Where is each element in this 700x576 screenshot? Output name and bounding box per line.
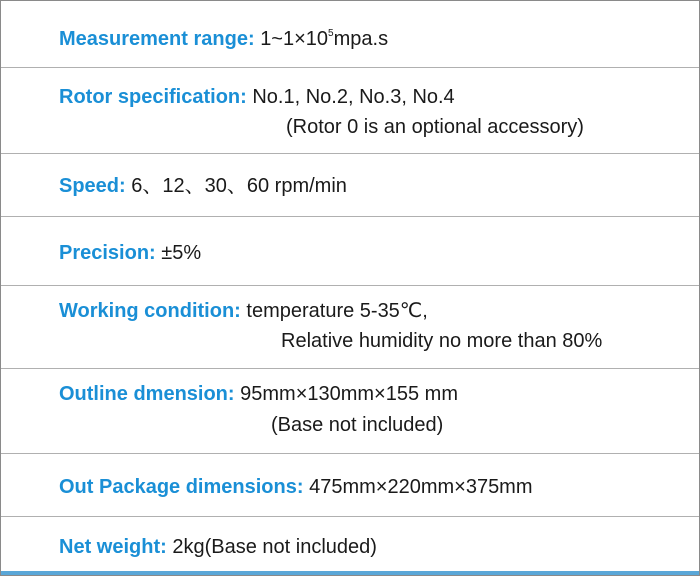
spec-value: 475mm×220mm×375mm (309, 476, 533, 498)
spec-row-measurement-range (1, 1, 699, 68)
spec-row-speed (1, 154, 699, 217)
spec-value: 6、12、30、60 rpm/min (131, 175, 347, 197)
spec-label: Speed: (59, 175, 126, 197)
spec-label: Rotor specification: (59, 86, 247, 108)
spec-row-rotor-specification (1, 68, 699, 154)
spec-value: ±5% (161, 242, 202, 264)
spec-label: Out Package dimensions: (59, 476, 304, 498)
spec-line (59, 475, 533, 499)
exponent: 5 (328, 28, 334, 39)
spec-value: $1\sim 1\times 10^5mpa.s$ (260, 28, 389, 50)
footer-accent-bar (1, 571, 699, 575)
spec-row-net-weight (1, 517, 699, 571)
spec-line (59, 382, 458, 406)
spec-row-precision (1, 217, 699, 286)
spec-value-continued: (Base not included) (271, 414, 444, 436)
spec-label: Outline dmension: (59, 383, 235, 405)
spec-value: No.1, No.2, No.3, No.4 (252, 86, 455, 108)
spec-value-continued: (Rotor 0 is an optional accessory) (286, 116, 584, 138)
spec-label: Precision: (59, 242, 156, 264)
spec-value: 2kg(Base not included) (172, 536, 377, 558)
spec-row-package-dimensions (1, 454, 699, 517)
spec-label: Net weight: (59, 536, 167, 558)
spec-line (59, 535, 377, 559)
spec-line (59, 27, 388, 51)
spec-line (59, 85, 455, 109)
spec-row-working-condition (1, 286, 699, 369)
spec-value: 95mm×130mm×155 mm (240, 383, 458, 405)
spec-row-outline-dimension (1, 369, 699, 454)
spec-label: Working condition: (59, 300, 241, 322)
spec-line (59, 299, 428, 323)
spec-value: temperature 5-35℃, (246, 300, 428, 322)
spec-line (59, 241, 201, 265)
spec-value-continued: Relative humidity no more than 80% (281, 330, 603, 352)
spec-label: Measurement range: (59, 28, 255, 50)
spec-line (59, 174, 347, 198)
